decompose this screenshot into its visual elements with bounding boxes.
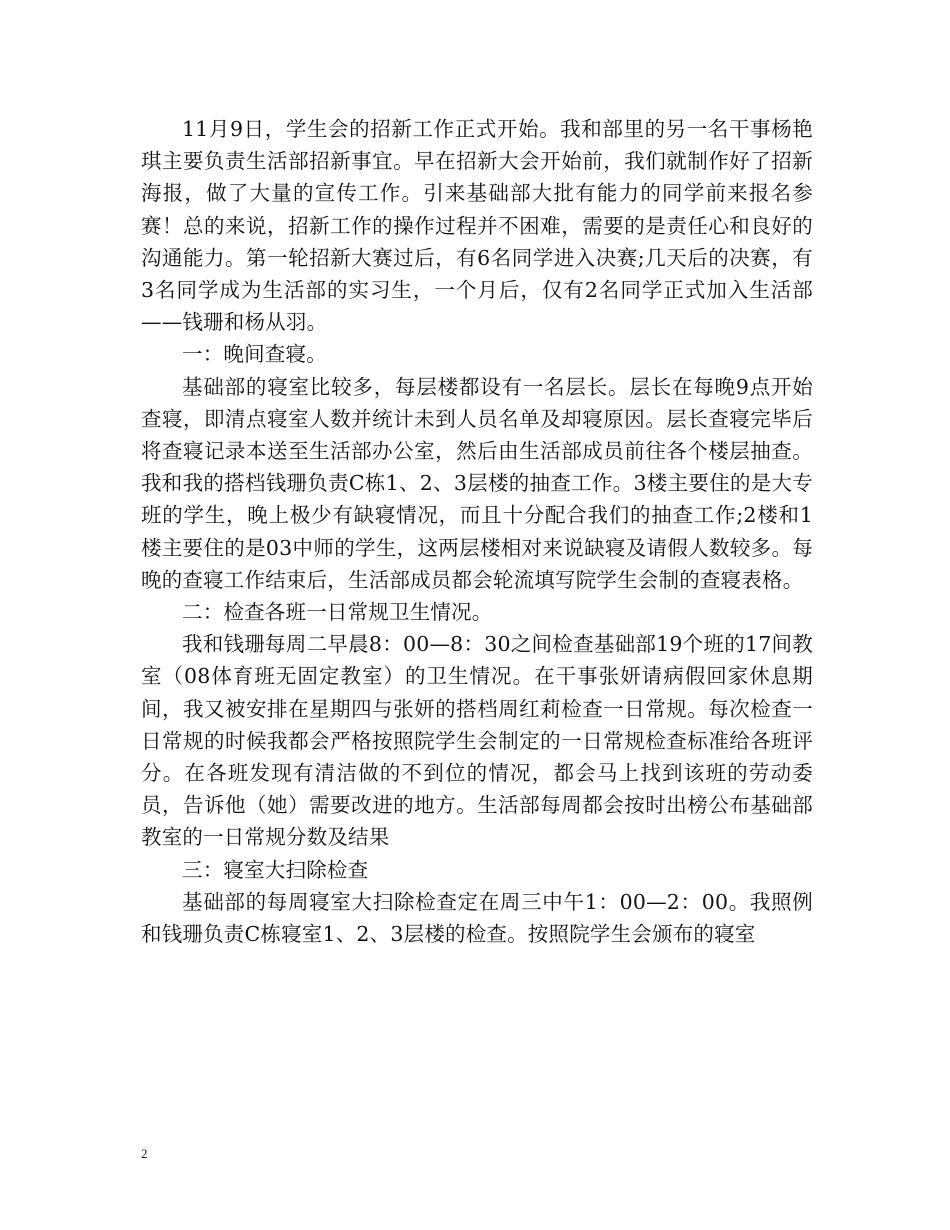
paragraph-classroom-hygiene: 我和钱珊每周二早晨8：00—8：30之间检查基础部19个班的17间教室（08体育班无固定教室）的卫生情况。在干事张妍请病假回家休息期间，我又被安排在星期四与张妍的搭档周红莉检查一日常规。每次检查一日常规的时候我都会严格按照院学生会制定的一日常规检查标准给各班评分。在各班发现有清洁做的不到位的情况，都会马上找到该班的劳动委员，告诉他（她）需要改进的地方。生活部每周都会按时出榜公布基础部教室的一日常规分数及结果: [141, 632, 813, 850]
heading-night-dorm-check: 一：晚间查寝。: [182, 342, 327, 367]
page-number: 2: [141, 1146, 148, 1161]
paragraph-night-dorm-check: 基础部的寝室比较多，每层楼都设有一名层长。层长在每晚9点开始查寝，即清点寝室人数并统计未到人员名单及却寝原因。层长查寝完毕后将查寝记录本送至生活部办公室，然后由生活部成员前往各个楼层抽查。我和我的搭档钱珊负责C栋1、2、3层楼的抽查工作。3楼主要住的是大专班的学生，晚上极少有缺寝情况，而且十分配合我们的抽查工作;2楼和1楼主要住的是03中师的学生，这两层楼相对来说缺寝及请假人数较多。每晚的查寝工作结束后，生活部成员都会轮流填写院学生会制的查寝表格。: [141, 374, 813, 592]
heading-dorm-cleaning: 三：寝室大扫除检查: [182, 857, 369, 882]
document-body: [141, 113, 813, 950]
paragraph-dorm-cleaning: 基础部的每周寝室大扫除检查定在周三中午1：00—2：00。我照例和钱珊负责C栋寝室1、2、3层楼的检查。按照院学生会颁布的寝室: [141, 889, 813, 947]
paragraph-recruitment: 11月9日，学生会的招新工作正式开始。我和部里的另一名干事杨艳琪主要负责生活部招新事宜。早在招新大会开始前，我们就制作好了招新海报，做了大量的宣传工作。引来基础部大批有能力的同学前来报名参赛！总的来说，招新工作的操作过程并不困难，需要的是责任心和良好的沟通能力。第一轮招新大赛过后，有6名同学进入决赛;几天后的决赛，有3名同学成为生活部的实习生，一个月后，仅有2名同学正式加入生活部——钱珊和杨从羽。: [141, 117, 813, 335]
heading-classroom-hygiene: 二：检查各班一日常规卫生情况。: [182, 600, 493, 625]
